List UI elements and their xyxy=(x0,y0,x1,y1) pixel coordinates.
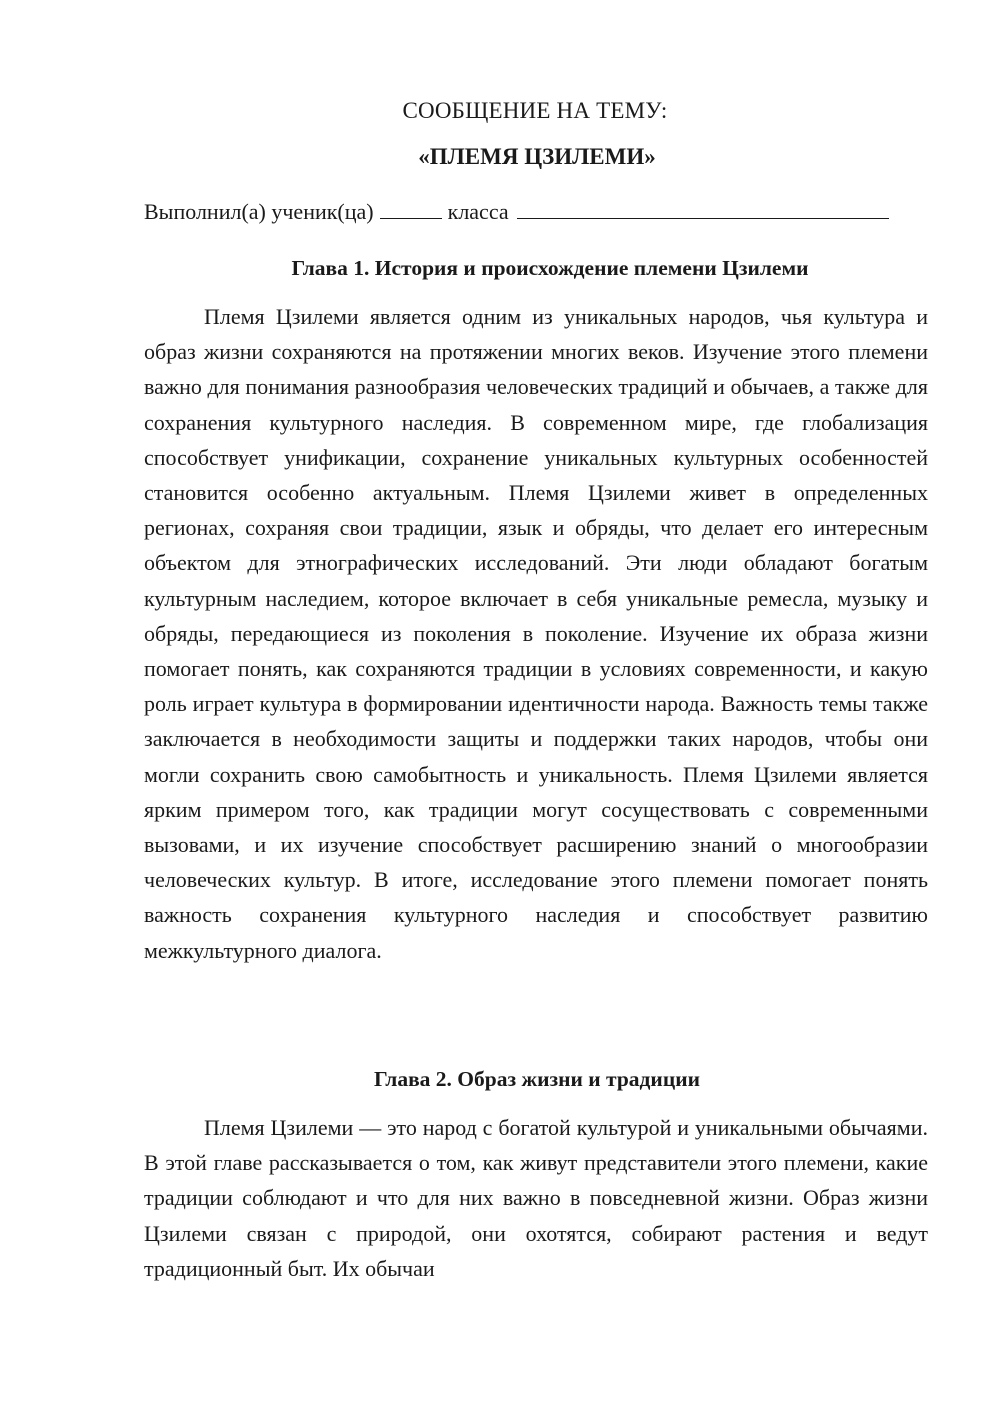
author-label: Выполнил(а) ученик(ца) xyxy=(144,199,374,224)
author-line xyxy=(144,197,944,227)
chapter-1-text: Племя Цзилеми является одним из уникальных народов, чья культура и образ жизни сохраняются на протяжении многих веков. Изучение этого племени важно для понимания разнообразия человеческих традиций и обычаев, а также для сохранения культурного наследия. В современном мире, где глобализация способствует унификации, сохранение уникальных культурных особенностей становится особенно актуальным. Племя Цзилеми живет в определенных регионах, сохраняя свои традиции, язык и обряды, что делает его интересным объектом для этнографических исследований. Эти люди обладают богатым культурным наследием, которое включает в себя уникальные ремесла, музыку и обряды, передающиеся из поколения в поколение. Изучение их образа жизни помогает понять, как сохраняются традиции в условиях современности, и какую роль играет культура в формировании идентичности народа. Важность темы также заключается в необходимости защиты и поддержки таких народов, чтобы они могли сохранить свою самобытность и уникальность. Племя Цзилеми является ярким примером того, как традиции могут сосуществовать с современными вызовами, и их изучение способствует расширению знаний о многообразии человеческих культур. В итоге, исследование этого племени помогает понять важность сохранения культурного наследия и способствует развитию межкультурного диалога. xyxy=(144,304,928,963)
chapter-2-heading: Глава 2. Образ жизни и традиции xyxy=(374,1067,700,1091)
report-header: СООБЩЕНИЕ НА ТЕМУ: xyxy=(402,98,668,123)
chapter-1-heading: Глава 1. История и происхождение племени Цзилеми xyxy=(291,256,809,280)
chapter-2-text: Племя Цзилеми — это народ с богатой культурой и уникальными обычаями. В этой главе рассказывается о том, как живут представители этого племени, какие традиции соблюдают и что для них важно в повседневной жизни. Образ жизни Цзилеми связан с природой, они охотятся, собирают растения и ведут традиционный быт. Их обычаи xyxy=(144,1115,928,1281)
class-label: класса xyxy=(447,199,509,224)
name-blank xyxy=(517,199,889,219)
class-number-blank xyxy=(380,199,442,219)
report-topic-title: «ПЛЕМЯ ЦЗИЛЕМИ» xyxy=(418,144,656,169)
